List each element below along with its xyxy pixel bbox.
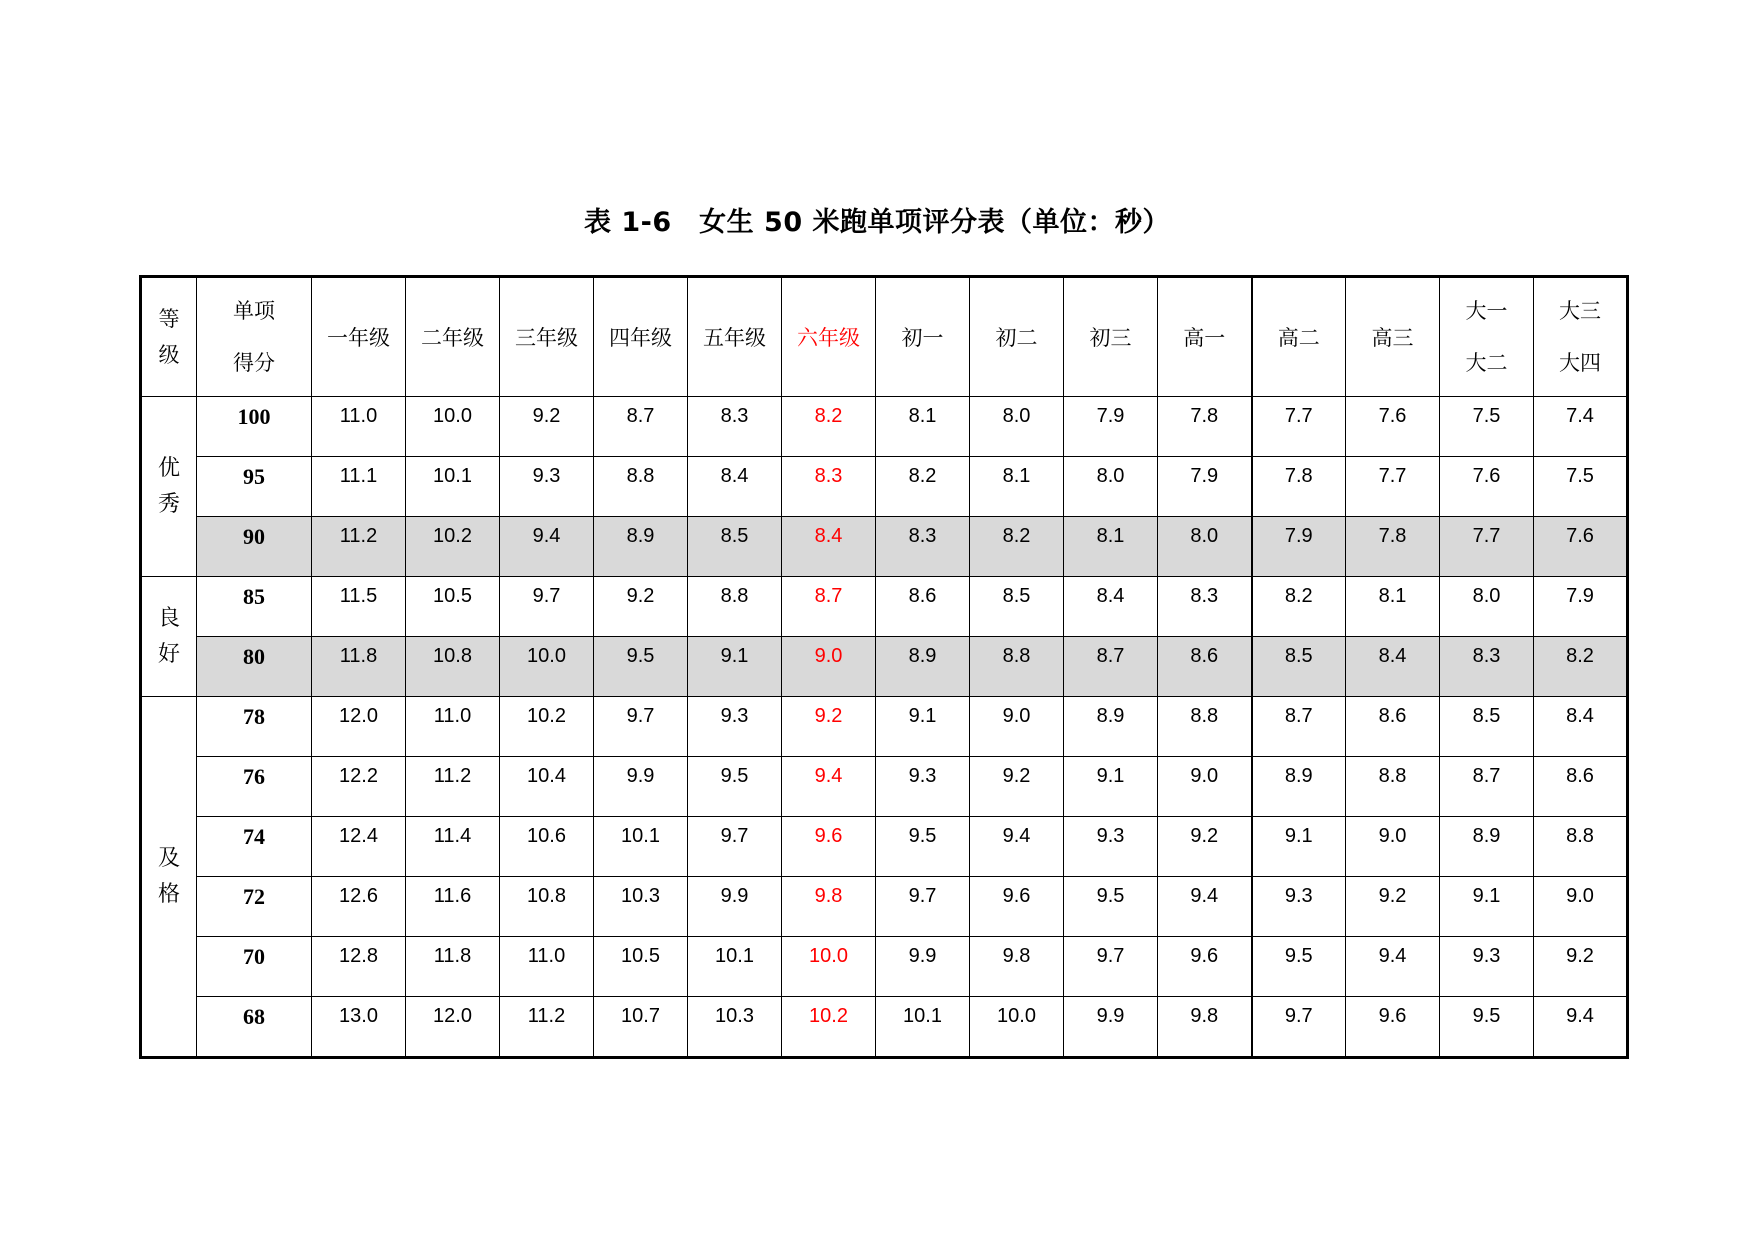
value-cell: 9.1 xyxy=(876,697,970,757)
value-cell: 7.7 xyxy=(1252,397,1346,457)
score-table xyxy=(139,275,1629,1059)
header-grade xyxy=(1064,277,1158,397)
value-cell: 9.7 xyxy=(594,697,688,757)
header-score-line: 单项 xyxy=(233,299,275,323)
value-cell: 8.3 xyxy=(876,517,970,577)
header-grade-label: 初三 xyxy=(1089,326,1132,350)
header-level-char: 级 xyxy=(158,343,180,367)
header-score-line: 得分 xyxy=(233,351,275,375)
value-cell: 12.6 xyxy=(312,877,406,937)
value-cell: 8.3 xyxy=(688,397,782,457)
header-score xyxy=(197,277,312,397)
header-grade xyxy=(312,277,406,397)
header-grade-label: 三年级 xyxy=(515,326,578,350)
value-cell: 10.0 xyxy=(500,637,594,697)
value-cell: 9.9 xyxy=(688,877,782,937)
header-grade-label: 大二 xyxy=(1465,351,1508,375)
value-cell: 8.8 xyxy=(1158,697,1252,757)
value-cell: 7.6 xyxy=(1346,397,1440,457)
level-cell xyxy=(141,697,197,1058)
table-row xyxy=(141,757,1628,817)
value-cell: 9.0 xyxy=(970,697,1064,757)
value-cell: 9.5 xyxy=(876,817,970,877)
value-cell: 9.3 xyxy=(876,757,970,817)
value-cell: 8.9 xyxy=(594,517,688,577)
value-cell: 9.1 xyxy=(688,637,782,697)
header-grade-label: 四年级 xyxy=(609,326,672,350)
value-cell: 11.4 xyxy=(406,817,500,877)
score-cell: 68 xyxy=(197,997,312,1058)
value-cell: 11.0 xyxy=(406,697,500,757)
value-cell: 11.6 xyxy=(406,877,500,937)
value-cell: 8.2 xyxy=(1252,577,1346,637)
value-cell: 9.1 xyxy=(1064,757,1158,817)
value-cell: 9.5 xyxy=(1064,877,1158,937)
value-cell: 10.0 xyxy=(782,937,876,997)
value-cell: 7.9 xyxy=(1064,397,1158,457)
value-cell: 8.0 xyxy=(1064,457,1158,517)
value-cell: 8.7 xyxy=(782,577,876,637)
value-cell: 8.5 xyxy=(970,577,1064,637)
value-cell: 8.6 xyxy=(876,577,970,637)
value-cell: 7.8 xyxy=(1346,517,1440,577)
value-cell: 9.8 xyxy=(782,877,876,937)
header-grade-label: 大一 xyxy=(1465,299,1508,323)
value-cell: 11.2 xyxy=(406,757,500,817)
header-grade xyxy=(688,277,782,397)
value-cell: 7.6 xyxy=(1440,457,1534,517)
header-grade xyxy=(782,277,876,397)
value-cell: 9.7 xyxy=(500,577,594,637)
value-cell: 10.1 xyxy=(688,937,782,997)
value-cell: 9.4 xyxy=(1346,937,1440,997)
value-cell: 9.4 xyxy=(1158,877,1252,937)
value-cell: 9.7 xyxy=(688,817,782,877)
score-cell: 72 xyxy=(197,877,312,937)
value-cell: 9.9 xyxy=(594,757,688,817)
value-cell: 10.8 xyxy=(500,877,594,937)
value-cell: 9.0 xyxy=(1346,817,1440,877)
value-cell: 8.2 xyxy=(1534,637,1628,697)
header-grade-label: 大四 xyxy=(1559,351,1601,375)
value-cell: 8.2 xyxy=(970,517,1064,577)
header-level-char: 等 xyxy=(158,307,180,331)
value-cell: 8.6 xyxy=(1158,637,1252,697)
value-cell: 8.7 xyxy=(594,397,688,457)
value-cell: 8.0 xyxy=(970,397,1064,457)
value-cell: 7.7 xyxy=(1346,457,1440,517)
value-cell: 10.1 xyxy=(406,457,500,517)
value-cell: 9.7 xyxy=(876,877,970,937)
value-cell: 9.2 xyxy=(970,757,1064,817)
value-cell: 9.4 xyxy=(970,817,1064,877)
level-name-char: 秀 xyxy=(157,491,180,517)
value-cell: 8.4 xyxy=(1346,637,1440,697)
table-row xyxy=(141,997,1628,1058)
value-cell: 10.3 xyxy=(688,997,782,1058)
value-cell: 8.0 xyxy=(1158,517,1252,577)
score-cell: 78 xyxy=(197,697,312,757)
value-cell: 9.5 xyxy=(1440,997,1534,1058)
value-cell: 9.2 xyxy=(1158,817,1252,877)
table-row xyxy=(141,457,1628,517)
value-cell: 8.8 xyxy=(1534,817,1628,877)
value-cell: 10.0 xyxy=(406,397,500,457)
value-cell: 9.3 xyxy=(500,457,594,517)
value-cell: 10.7 xyxy=(594,997,688,1058)
value-cell: 8.7 xyxy=(1440,757,1534,817)
value-cell: 8.9 xyxy=(1252,757,1346,817)
value-cell: 8.3 xyxy=(1158,577,1252,637)
value-cell: 10.4 xyxy=(500,757,594,817)
header-grade-label: 大三 xyxy=(1559,299,1601,323)
header-grade-label: 初一 xyxy=(901,326,944,350)
value-cell: 8.8 xyxy=(688,577,782,637)
value-cell: 11.0 xyxy=(500,937,594,997)
value-cell: 9.7 xyxy=(1252,997,1346,1058)
header-grade xyxy=(1158,277,1252,397)
value-cell: 9.4 xyxy=(500,517,594,577)
header-grade-label: 五年级 xyxy=(703,326,766,350)
value-cell: 7.7 xyxy=(1440,517,1534,577)
value-cell: 9.2 xyxy=(782,697,876,757)
header-grade xyxy=(1440,277,1534,397)
value-cell: 7.9 xyxy=(1158,457,1252,517)
header-grade xyxy=(1346,277,1440,397)
value-cell: 12.2 xyxy=(312,757,406,817)
score-cell: 80 xyxy=(197,637,312,697)
table-row xyxy=(141,937,1628,997)
value-cell: 8.8 xyxy=(1346,757,1440,817)
value-cell: 8.4 xyxy=(782,517,876,577)
level-name-char: 良 xyxy=(157,605,180,631)
value-cell: 11.8 xyxy=(312,637,406,697)
level-cell xyxy=(141,397,197,577)
header-grade xyxy=(876,277,970,397)
value-cell: 8.6 xyxy=(1534,757,1628,817)
score-cell: 74 xyxy=(197,817,312,877)
value-cell: 12.8 xyxy=(312,937,406,997)
value-cell: 9.3 xyxy=(1064,817,1158,877)
level-name-char: 好 xyxy=(157,641,180,667)
score-cell: 90 xyxy=(197,517,312,577)
header-grade xyxy=(500,277,594,397)
value-cell: 9.9 xyxy=(876,937,970,997)
value-cell: 8.8 xyxy=(970,637,1064,697)
value-cell: 7.8 xyxy=(1252,457,1346,517)
value-cell: 9.8 xyxy=(970,937,1064,997)
score-cell: 76 xyxy=(197,757,312,817)
score-cell: 100 xyxy=(197,397,312,457)
table-row xyxy=(141,697,1628,757)
value-cell: 8.9 xyxy=(1440,817,1534,877)
value-cell: 9.4 xyxy=(1534,997,1628,1058)
table-row xyxy=(141,637,1628,697)
value-cell: 11.2 xyxy=(500,997,594,1058)
value-cell: 11.5 xyxy=(312,577,406,637)
value-cell: 8.4 xyxy=(688,457,782,517)
value-cell: 8.7 xyxy=(1064,637,1158,697)
value-cell: 8.1 xyxy=(876,397,970,457)
value-cell: 10.2 xyxy=(500,697,594,757)
value-cell: 7.5 xyxy=(1534,457,1628,517)
value-cell: 8.2 xyxy=(782,397,876,457)
value-cell: 8.6 xyxy=(1346,697,1440,757)
level-name-char: 及 xyxy=(157,845,180,871)
value-cell: 11.0 xyxy=(312,397,406,457)
value-cell: 10.8 xyxy=(406,637,500,697)
table-row xyxy=(141,397,1628,457)
value-cell: 9.2 xyxy=(500,397,594,457)
value-cell: 8.1 xyxy=(1346,577,1440,637)
value-cell: 7.6 xyxy=(1534,517,1628,577)
value-cell: 10.3 xyxy=(594,877,688,937)
value-cell: 12.0 xyxy=(406,997,500,1058)
value-cell: 10.1 xyxy=(876,997,970,1058)
value-cell: 9.5 xyxy=(688,757,782,817)
value-cell: 8.1 xyxy=(1064,517,1158,577)
value-cell: 9.6 xyxy=(782,817,876,877)
value-cell: 8.5 xyxy=(688,517,782,577)
value-cell: 9.8 xyxy=(1158,997,1252,1058)
score-cell: 85 xyxy=(197,577,312,637)
value-cell: 10.5 xyxy=(406,577,500,637)
value-cell: 9.9 xyxy=(1064,997,1158,1058)
value-cell: 7.9 xyxy=(1252,517,1346,577)
header-grade-label: 一年级 xyxy=(327,326,390,350)
header-grade-label: 高二 xyxy=(1277,326,1320,350)
header-grade xyxy=(1534,277,1628,397)
value-cell: 9.6 xyxy=(1346,997,1440,1058)
value-cell: 8.2 xyxy=(876,457,970,517)
header-grade-label: 高三 xyxy=(1371,326,1414,350)
value-cell: 9.2 xyxy=(1534,937,1628,997)
value-cell: 9.1 xyxy=(1440,877,1534,937)
value-cell: 7.9 xyxy=(1534,577,1628,637)
table-row xyxy=(141,817,1628,877)
value-cell: 9.5 xyxy=(594,637,688,697)
header-grade xyxy=(1252,277,1346,397)
header-grade xyxy=(406,277,500,397)
level-cell xyxy=(141,577,197,697)
value-cell: 11.8 xyxy=(406,937,500,997)
value-cell: 9.3 xyxy=(1252,877,1346,937)
level-name-char: 优 xyxy=(157,455,180,481)
value-cell: 10.0 xyxy=(970,997,1064,1058)
value-cell: 10.1 xyxy=(594,817,688,877)
value-cell: 9.0 xyxy=(1534,877,1628,937)
page-title: 表 1-6 女生 50 米跑单项评分表（单位：秒） xyxy=(583,207,1171,238)
value-cell: 8.5 xyxy=(1440,697,1534,757)
value-cell: 12.4 xyxy=(312,817,406,877)
value-cell: 9.3 xyxy=(688,697,782,757)
value-cell: 8.5 xyxy=(1252,637,1346,697)
value-cell: 8.4 xyxy=(1064,577,1158,637)
value-cell: 9.5 xyxy=(1252,937,1346,997)
value-cell: 8.0 xyxy=(1440,577,1534,637)
level-name-char: 格 xyxy=(157,881,180,907)
value-cell: 7.4 xyxy=(1534,397,1628,457)
value-cell: 7.5 xyxy=(1440,397,1534,457)
value-cell: 8.3 xyxy=(1440,637,1534,697)
value-cell: 11.1 xyxy=(312,457,406,517)
header-grade-label: 高一 xyxy=(1183,326,1226,350)
score-cell: 70 xyxy=(197,937,312,997)
value-cell: 10.5 xyxy=(594,937,688,997)
value-cell: 9.2 xyxy=(1346,877,1440,937)
value-cell: 9.2 xyxy=(594,577,688,637)
value-cell: 9.3 xyxy=(1440,937,1534,997)
table-row xyxy=(141,517,1628,577)
value-cell: 11.2 xyxy=(312,517,406,577)
value-cell: 8.7 xyxy=(1252,697,1346,757)
value-cell: 13.0 xyxy=(312,997,406,1058)
value-cell: 9.0 xyxy=(782,637,876,697)
value-cell: 8.1 xyxy=(970,457,1064,517)
value-cell: 8.9 xyxy=(1064,697,1158,757)
value-cell: 8.4 xyxy=(1534,697,1628,757)
value-cell: 9.7 xyxy=(1064,937,1158,997)
table-row xyxy=(141,877,1628,937)
value-cell: 9.0 xyxy=(1158,757,1252,817)
value-cell: 10.2 xyxy=(782,997,876,1058)
value-cell: 12.0 xyxy=(312,697,406,757)
value-cell: 7.8 xyxy=(1158,397,1252,457)
header-grade-label: 初二 xyxy=(995,326,1038,350)
value-cell: 8.3 xyxy=(782,457,876,517)
header-grade xyxy=(970,277,1064,397)
score-cell: 95 xyxy=(197,457,312,517)
value-cell: 10.6 xyxy=(500,817,594,877)
value-cell: 9.4 xyxy=(782,757,876,817)
value-cell: 9.6 xyxy=(970,877,1064,937)
table-row xyxy=(141,577,1628,637)
value-cell: 9.1 xyxy=(1252,817,1346,877)
header-row xyxy=(141,277,1628,397)
header-grade-label: 六年级 xyxy=(797,326,860,350)
header-grade xyxy=(594,277,688,397)
value-cell: 8.8 xyxy=(594,457,688,517)
value-cell: 10.2 xyxy=(406,517,500,577)
header-level xyxy=(141,277,197,397)
value-cell: 8.9 xyxy=(876,637,970,697)
value-cell: 9.6 xyxy=(1158,937,1252,997)
header-grade-label: 二年级 xyxy=(421,326,484,350)
